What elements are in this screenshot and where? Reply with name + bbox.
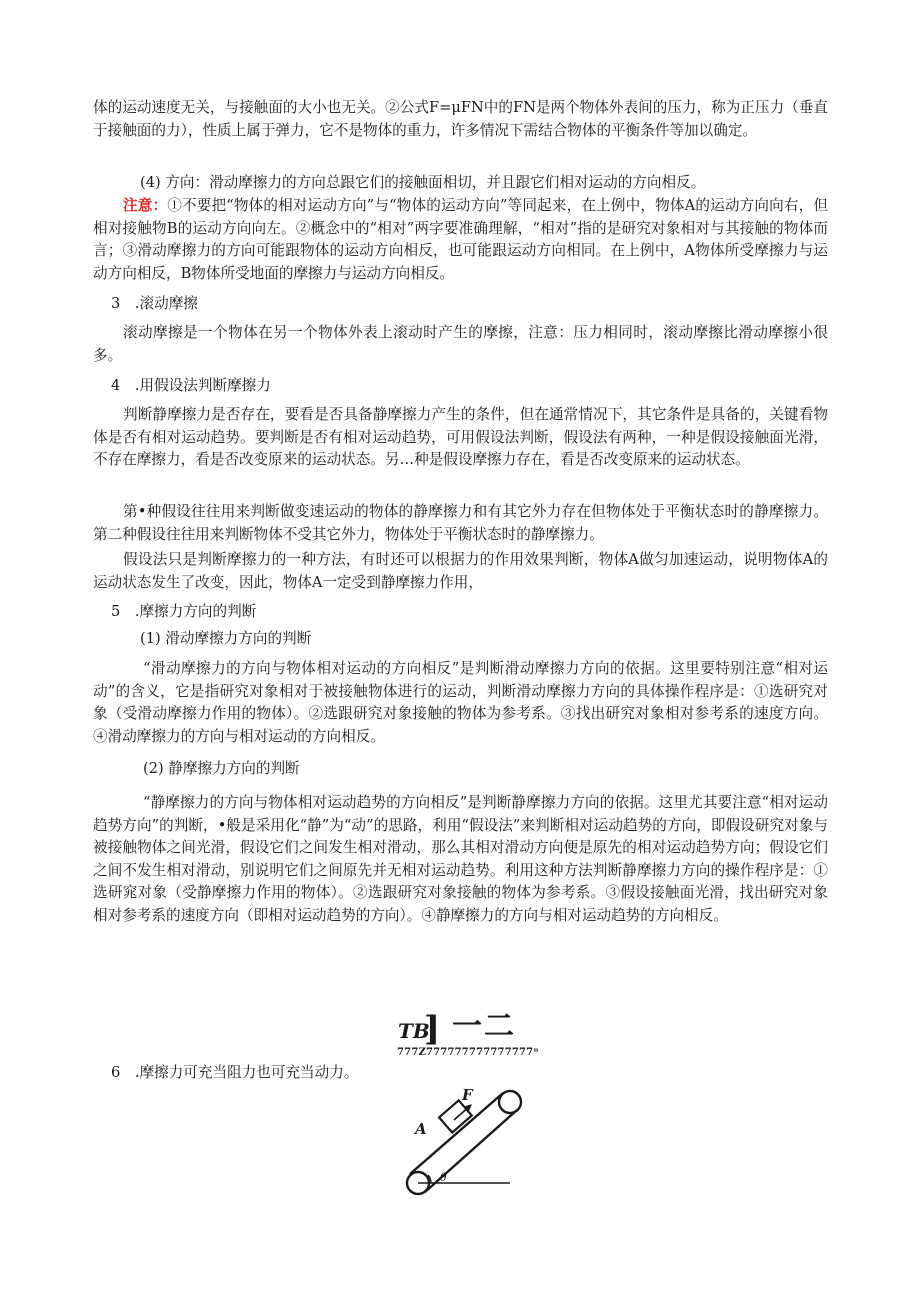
section-5-sub1-body: “滑动摩擦力的方向与物体相对运动的方向相反”是判断滑动摩擦力方向的依据。这里要特别注意“相对运动”的含义，它是指研究对象相对于被接触物体进行的运动，判断滑动摩擦力方向的具体操作程序是：①选研究对象（受滑动摩擦力作用的物体）。②选跟研究对象接触的物体为参考系。③找出研究对象相对参考系的速度方向。④滑动摩擦力的方向与相对运动的方向相反。 [93, 660, 828, 745]
figure1-dashes: 一二 [452, 1009, 516, 1044]
section-5-heading: 5 .摩擦力方向的判断 [111, 603, 257, 620]
figure1-bracket: ] [424, 1009, 441, 1049]
section-3-heading: 3 .滚动摩擦 [111, 295, 198, 312]
figure1-ground: 777Z777777777777777ⁿ [397, 1047, 539, 1058]
section-5-sub2-title: (2) 静摩擦力方向的判断 [143, 760, 300, 777]
section-6-heading: 6 .摩擦力可充当阻力也可充当动力。 [111, 1064, 359, 1081]
section-4-paragraph-3: 假设法只是判断摩擦力的一种方法，有时还可以根据力的作用效果判断，物体A做匀加速运动，说明物体A的运动状态发生了改变，因此，物体A一定受到静摩擦力作用， [93, 551, 828, 591]
note-label: 注意： [123, 197, 168, 214]
force-label: F [462, 1086, 473, 1104]
direction-item: (4) 方向：滑动摩擦力的方向总跟它们的接触面相切，并且跟它们相对运动的方向相反。 [140, 174, 706, 191]
note-paragraph [93, 195, 828, 285]
section-4-paragraph-1: 判断静摩擦力是否存在，要看是否具备静摩擦力产生的条件，但在通常情况下，其它条件是具备的，关键看物体是否有相对运动趋势。要判断是否有相对运动趋势，可用假设法判断，假设法有两种，一种是假设接触面光滑，不存在摩擦力，看是否改变原来的运动状态。另…种是假设摩擦力存在，看是否改变原来的运动状态。 [93, 406, 828, 468]
angle-label: θ [440, 1171, 447, 1184]
section-4-heading: 4 .用假设法判断摩擦力 [111, 377, 271, 394]
continuation-paragraph: 体的运动速度无关，与接触面的大小也无关。②公式F=μFN中的FN是两个物体外表间的压力，称为正压力（垂直于接触面的力），性质上属于弹力，它不是物体的重力，许多情况下需结合物体的平衡条件等加以确定。 [93, 99, 828, 139]
figure1-label: TB [398, 1019, 430, 1043]
section-5-sub1-title: (1) 滑动摩擦力方向的判断 [140, 630, 312, 647]
section-4-paragraph-2: 第•种假设往往用来判断做变速运动的物体的静摩擦力和有其它外力存在但物体处于平衡状态时的静摩擦力。第二种假设往往用来判断物体不受其它外力，物体处于平衡状态时的静摩擦力。 [93, 503, 828, 543]
figure-inclined-belt [398, 1080, 528, 1202]
block-label: A [415, 1120, 427, 1138]
section-3-body: 滚动摩擦是一个物体在另一个物体外表上滚动时产生的摩擦，注意：压力相同时，滚动摩擦比滑动摩擦小很多。 [93, 324, 828, 364]
section-5-sub2-body: “静摩擦力的方向与物体相对运动趋势的方向相反”是判断静摩擦力方向的依据。这里尤其要注意“相对运动趋势方向”的判断，•般是采用化“静”为“动”的思路，利用“假设法”来判断相对运动趋势的方向，即假设研究对象与被接触物体之间光滑，假设它们之间发生相对滑动，那么其相对滑动方向便是原先的相对运动趋势方向；假设它们之间不发生相对滑动，别说明它们之间原先并无相对运动趋势。利用这种方法判断静摩擦力方向的操作程序是：①选研窕对象（受静摩擦力作用的物体）。②选跟研究对象接触的物体为参考系。③假设接触面光滑，找出研究对象相对参考系的速度方向（即相对运动趋势的方向）。④静摩擦力的方向与相对运动趋势的方向相反。 [93, 794, 828, 924]
note-body: ①不要把“物体的相对运动方向”与“物体的运动方向”等同起来，在上例中，物体A的运动方向向右，但相对接触物B的运动方向向左。②概念中的“相对”两字要准确理解，“相对”指的是研究对象相对与其接触的物体而言；③滑动摩擦力的方向可能跟物体的运动方向相反，也可能跟运动方向相同。在上例中，A物体所受摩擦力与运动方向相反，B物体所受地面的摩擦力与运动方向相反。 [93, 197, 828, 282]
block-a [439, 1100, 472, 1132]
